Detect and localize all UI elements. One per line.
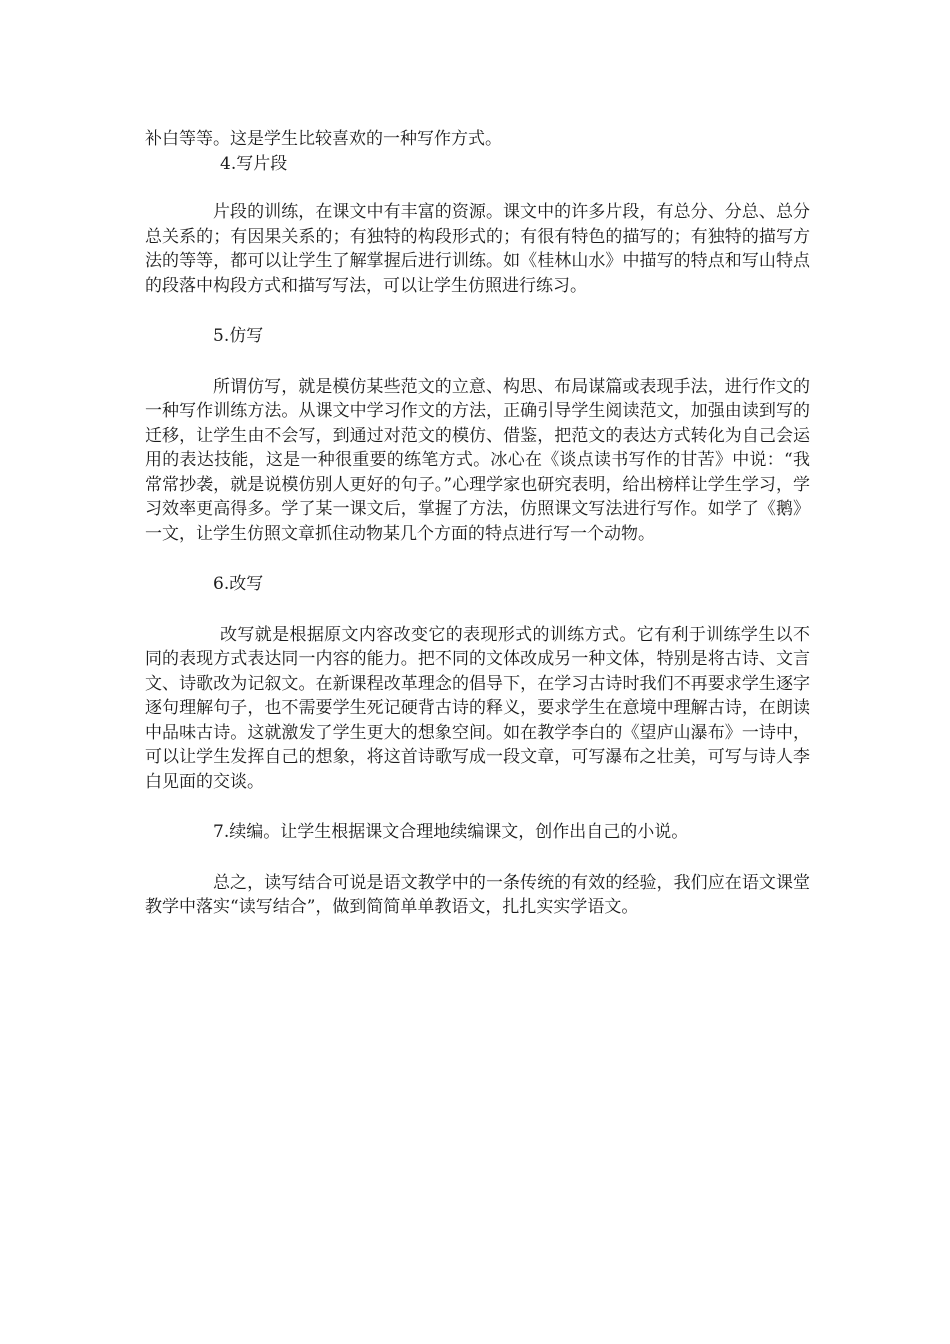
document-body bbox=[145, 127, 810, 920]
section-6-body: 改写就是根据原文内容改变它的表现形式的训练方式。它有利于训练学生以不同的表现方式表达同一内容的能力。把不同的文体改成另一种文体，特别是将古诗、文言文、诗歌改为记叙文。在新课程改革理念的倡导下，在学习古诗时我们不再要求学生逐字逐句理解句子，也不需要学生死记硬背古诗的释义，要求学生在意境中理解古诗，在朗读中品味古诗。这就激发了学生更大的想象空间。如在教学李白的《望庐山瀑布》一诗中，可以让学生发挥自己的想象，将这首诗歌写成一段文章，可写瀑布之壮美，可写与诗人李白见面的交谈。 bbox=[145, 624, 810, 792]
item-7-paragraph: 7.续编。让学生根据课文合理地续编课文，创作出自己的小说。 bbox=[213, 822, 689, 842]
section-6-heading: 6.改写 bbox=[213, 574, 264, 594]
section-4-heading: 4.写片段 bbox=[220, 153, 288, 174]
continuation-paragraph: 补白等等。这是学生比较喜欢的一种写作方式。 bbox=[145, 129, 502, 149]
section-5-body: 所谓仿写，就是模仿某些范文的立意、构思、布局谋篇或表现手法，进行作文的一种写作训练方法。从课文中学习作文的方法，正确引导学生阅读范文，加强由读到写的迁移，让学生由不会写，到通过对范文的模仿、借鉴，把范文的表达方式转化为自己会运用的表达技能，这是一种很重要的练笔方式。冰心在《谈点读书写作的甘苦》中说：“我常常抄袭，就是说模仿别人更好的句子。”心理学家也研究表明，给出榜样让学生学习，学习效率更高得多。学了某一课文后，掌握了方法，仿照课文写法进行写作。如学了《鹅》一文，让学生仿照文章抓住动物某几个方面的特点进行写一个动物。 bbox=[145, 376, 810, 544]
conclusion-paragraph: 总之，读写结合可说是语文教学中的一条传统的有效的经验，我们应在语文课堂教学中落实“读写结合”，做到简简单单教语文，扎扎实实学语文。 bbox=[145, 872, 810, 917]
section-4-body: 片段的训练，在课文中有丰富的资源。课文中的许多片段，有总分、分总、总分总关系的；有因果关系的；有独特的构段形式的；有很有特色的描写的；有独特的描写方法的等等，都可以让学生了解掌握后进行训练。如《桂林山水》中描写的特点和写山特点的段落中构段方式和描写写法，可以让学生仿照进行练习。 bbox=[145, 202, 810, 296]
section-5-heading: 5.仿写 bbox=[213, 326, 264, 346]
